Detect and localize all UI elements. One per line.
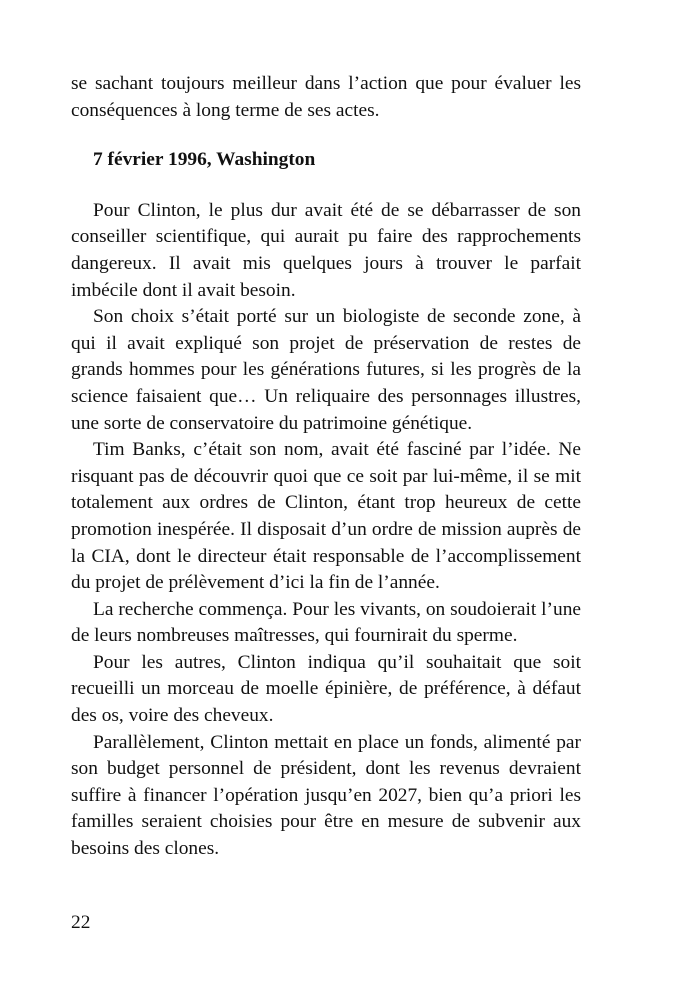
- continued-paragraph: se sachant toujours meilleur dans l’action que pour évaluer les conséquences à long terme de ses actes.: [71, 73, 581, 121]
- paragraph: La recherche commença. Pour les vivants, on soudoierait l’une de leurs nombreuses maîtresses, qui fournirait du sperme.: [71, 598, 581, 647]
- page-number: 22: [71, 912, 91, 933]
- paragraph: Son choix s’était porté sur un biologiste de seconde zone, à qui il avait expliqué son projet de préservation de restes de grands hommes pour les générations futures, si les progrès de la science faisaient que… Un reliquaire des personnages illustres, une sorte de conservatoire du patrimoine génétique.: [71, 306, 581, 434]
- section-heading: 7 février 1996, Washington: [93, 149, 316, 171]
- paragraph: Pour les autres, Clinton indiqua qu’il souhaitait que soit recueilli un morceau de moelle épinière, de préférence, à défaut des os, voire des cheveux.: [71, 651, 581, 727]
- paragraph: Tim Banks, c’était son nom, avait été fasciné par l’idée. Ne risquant pas de découvrir quoi que ce soit par lui-même, il se mit totalement aux ordres de Clinton, étant trop heureux de cette promotion inespérée. Il disposait d’un ordre de mission auprès de la CIA, dont le directeur était responsable de l’accomplissement du projet de prélèvement d’ici la fin de l’année.: [71, 439, 581, 594]
- paragraph: Parallèlement, Clinton mettait en place un fonds, alimenté par son budget personnel de président, dont les revenus devraient suffire à financer l’opération jusqu’en 2027, bien qu’a priori les familles seraient choisies pour être en mesure de subvenir aux besoins des clones.: [71, 731, 581, 860]
- document-page: [71, 71, 581, 863]
- paragraph: Pour Clinton, le plus dur avait été de se débarrasser de son conseiller scientifique, qui aurait pu faire des rapprochements dangereux. Il avait mis quelques jours à trouver le parfait imbécile dont il avait besoin.: [71, 199, 581, 301]
